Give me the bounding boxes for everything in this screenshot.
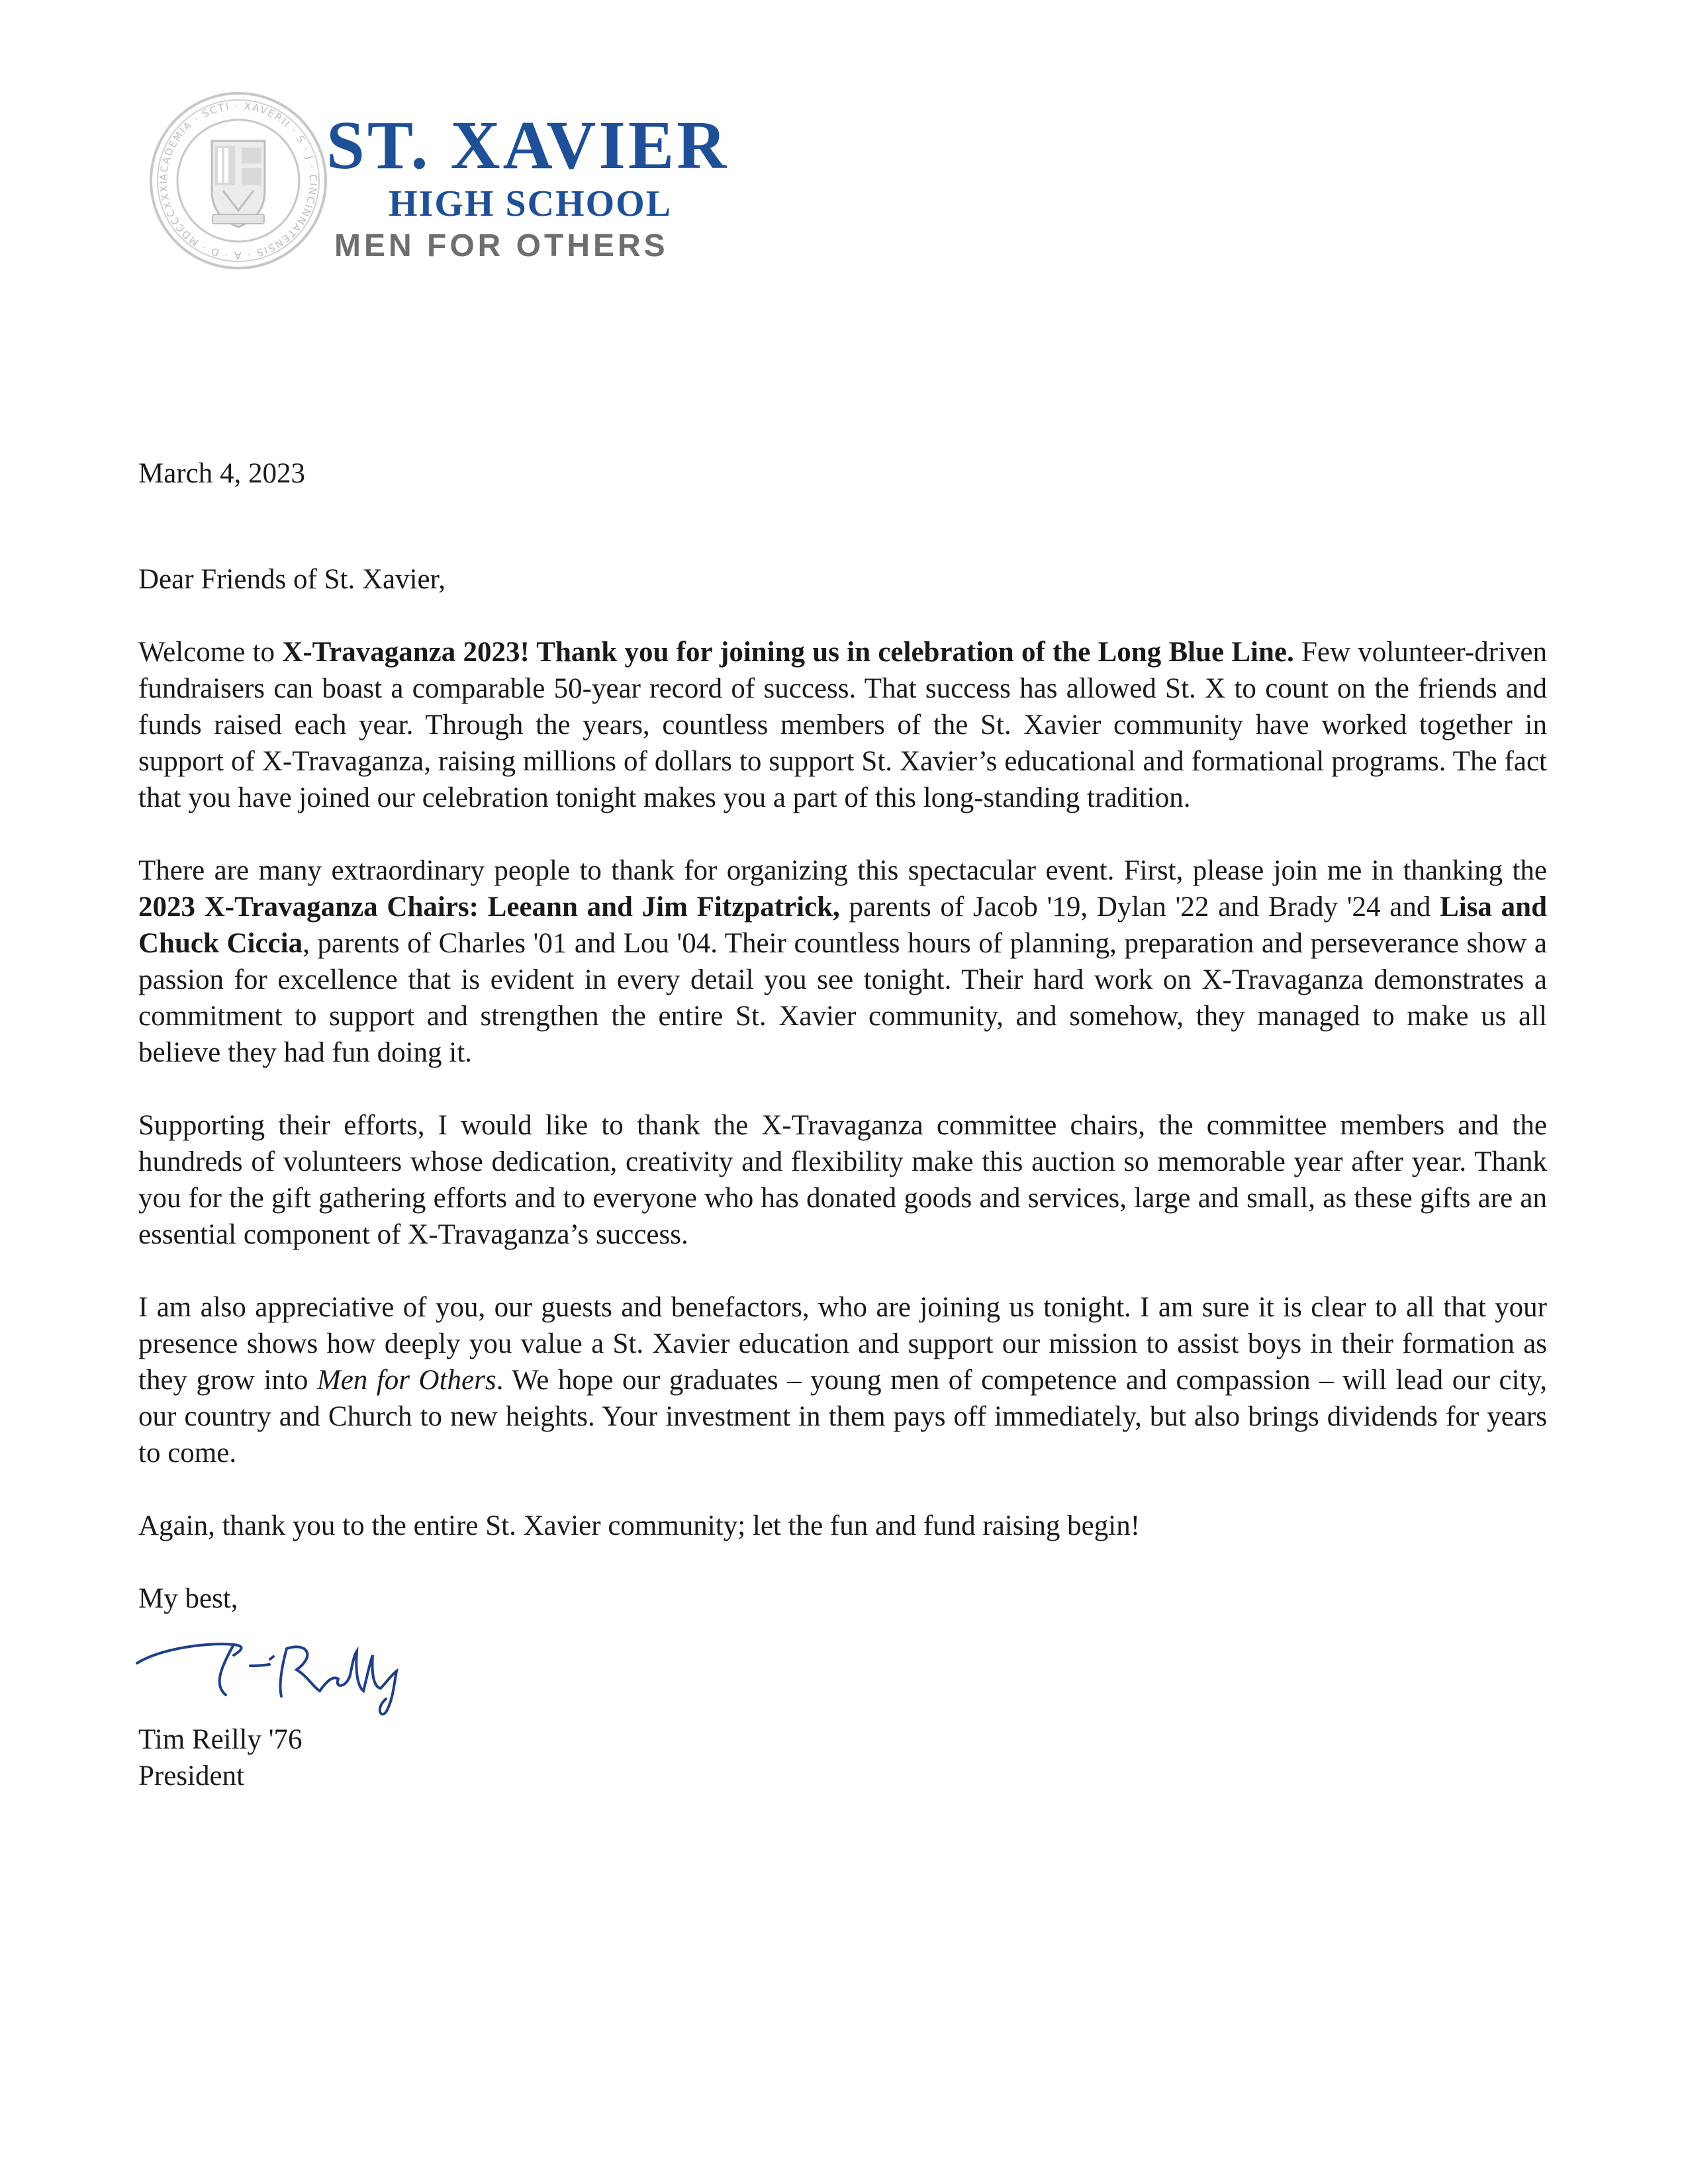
bold-text: 2023 X-Travaganza Chairs: Leeann and Jim Fitzpatrick,	[138, 891, 840, 923]
paragraph-text: There are many extraordinary people to thank for organizing this spectacular event. First, please join me in thanking the	[138, 855, 1547, 886]
paragraph-text: Welcome to	[138, 637, 283, 668]
letterhead	[149, 85, 811, 283]
seal-ring-text: ACADEMIA · SCTI · XAVERII · S · J · CINCINNATENSIS · A · D · MDCCCXXXI	[157, 99, 320, 262]
school-subtitle: HIGH SCHOOL	[389, 183, 673, 224]
school-motto: MEN FOR OTHERS	[334, 228, 669, 263]
paragraph-text: I am also appreciative of you, our guests and benefactors, who are joining us tonight. I am sure it is clear to all that your presence shows how deeply you value a St. Xavier education and support our mission to assist boys in their formation as they grow into	[138, 1292, 1547, 1396]
bold-text: X-Travaganza 2023! Thank you for joining us in celebration of the Long Blue Line.	[282, 637, 1294, 668]
school-seal-icon	[149, 85, 328, 277]
paragraph-thanks-chairs	[138, 852, 1547, 1071]
paragraph-welcome	[138, 634, 1547, 816]
paragraph-text: parents of Jacob '19, Dylan '22 and Brady '24 and	[839, 891, 1440, 923]
paragraph-closing-remark: Again, thank you to the entire St. Xavier community; let the fun and fund raising begin!	[138, 1510, 1141, 1541]
letter-date: March 4, 2023	[138, 458, 305, 489]
signature-icon	[134, 1622, 412, 1721]
paragraph-text: , parents of Charles '01 and Lou '04. Their countless hours of planning, preparation and perseverance show a passion for excellence that is evident in every detail you see tonight. Their hard work on X-Travaganza demonstrates a commitment to support and strengthen the entire St. Xavier community, and somehow, they managed to make us all believe they had fun doing it.	[138, 928, 1548, 1068]
paragraph-text: . We hope our graduates – young men of competence and compassion – will lead our city, our country and Church to new heights. Your investment in them pays off immediately, but also brings dividends for years to come.	[138, 1365, 1547, 1469]
paragraph-text: Few volunteer-driven fundraisers can boast a comparable 50-year record of success. That success has allowed St. X to count on the friends and funds raised each year. Through the years, countless members of the St. Xavier community have worked together in support of X-Travaganza, raising millions of dollars to support St. Xavier’s educational and formational programs. The fact that you have joined our celebration tonight makes you a part of this long-standing tradition.	[138, 637, 1547, 813]
school-name: ST. XAVIER	[326, 107, 729, 183]
paragraph-guests	[138, 1289, 1547, 1471]
signer-title: President	[138, 1760, 245, 1792]
italic-text: Men for Others	[316, 1365, 496, 1396]
salutation: Dear Friends of St. Xavier,	[138, 564, 445, 595]
paragraph-volunteers: Supporting their efforts, I would like to thank the X-Travaganza committee chairs, the committee members and the hundreds of volunteers whose dedication, creativity and flexibility make this auction so memorable year after year. Thank you for the gift gathering efforts and to everyone who has donated goods and services, large and small, as these gifts are an essential component of X-Travaganza’s success.	[138, 1110, 1547, 1250]
letter-body	[138, 455, 1547, 1794]
signer-name: Tim Reilly '76	[138, 1724, 303, 1755]
school-wordmark	[321, 107, 824, 277]
closing: My best,	[138, 1583, 238, 1614]
bold-text: Lisa and Chuck Ciccia	[138, 891, 1547, 959]
